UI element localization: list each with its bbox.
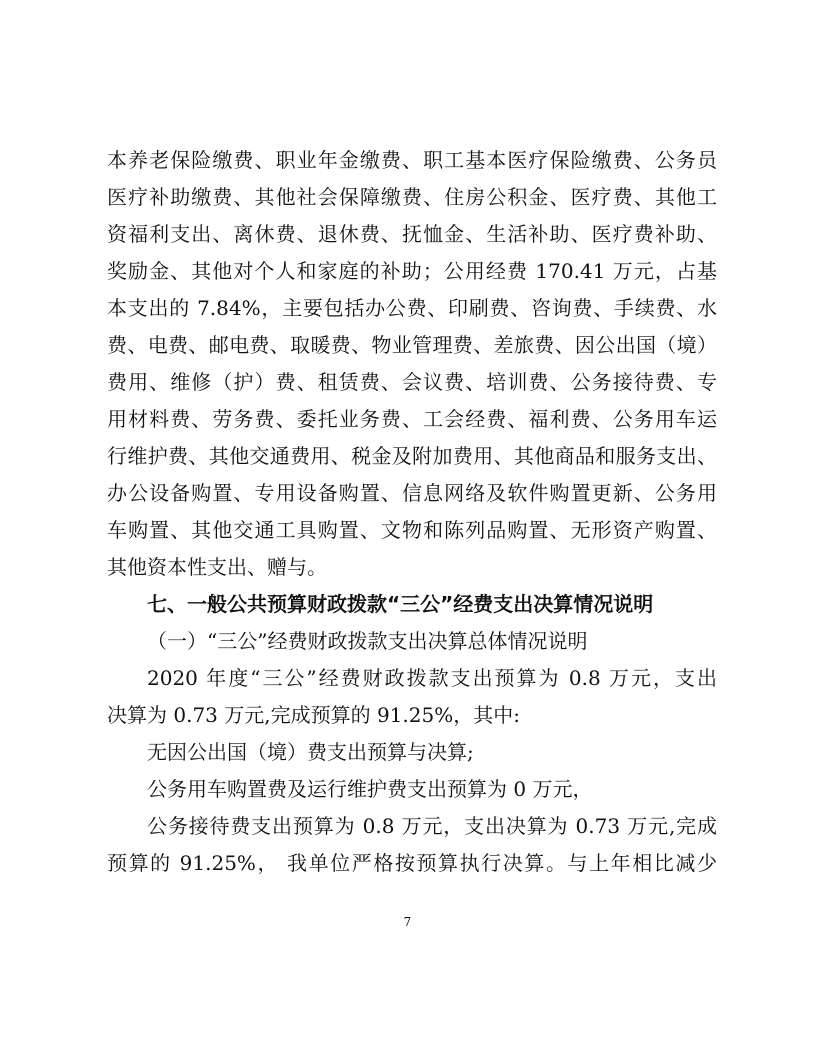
body-line-4: 奖励金、其他对个人和家庭的补助；公用经费 170.41 万元，占基 xyxy=(107,259,717,283)
body-line-11: 车购置、其他交通工具购置、文物和陈列品购置、无形资产购置、 xyxy=(107,518,717,542)
paragraph-1-line-2: 决算为 0.73 万元,完成预算的 91.25%，其中: xyxy=(107,703,520,727)
section-heading: 七、一般公共预算财政拨款“三公”经费支出决算情况说明 xyxy=(147,592,654,616)
body-line-1: 本养老保险缴费、职业年金缴费、职工基本医疗保险缴费、公务员 xyxy=(107,148,717,172)
body-line-7: 费用、维修（护）费、租赁费、会议费、培训费、公务接待费、专 xyxy=(107,370,717,394)
paragraph-2: 无因公出国（境）费支出预算与决算; xyxy=(147,740,474,764)
paragraph-4-line-2: 预算的 91.25%， 我单位严格按预算执行决算。与上年相比减少 xyxy=(107,851,717,875)
body-line-10: 办公设备购置、专用设备购置、信息网络及软件购置更新、公务用 xyxy=(107,481,717,505)
paragraph-1-line-1: 2020 年度“三公”经费财政拨款支出预算为 0.8 万元，支出 xyxy=(147,666,717,690)
paragraph-4-line-1: 公务接待费支出预算为 0.8 万元，支出决算为 0.73 万元,完成 xyxy=(147,814,717,838)
page-number: 7 xyxy=(403,915,412,929)
subsection-heading: （一）“三公”经费财政拨款支出决算总体情况说明 xyxy=(147,629,588,653)
body-line-3: 资福利支出、离休费、退休费、抚恤金、生活补助、医疗费补助、 xyxy=(107,222,717,246)
body-line-8: 用材料费、劳务费、委托业务费、工会经费、福利费、公务用车运 xyxy=(107,407,717,431)
body-line-2: 医疗补助缴费、其他社会保障缴费、住房公积金、医疗费、其他工 xyxy=(107,185,717,209)
body-line-12: 其他资本性支出、赠与。 xyxy=(107,555,327,579)
body-line-6: 费、电费、邮电费、取暖费、物业管理费、差旅费、因公出国（境） xyxy=(107,333,717,357)
paragraph-3: 公务用车购置费及运行维护费支出预算为 0 万元， xyxy=(147,777,593,801)
body-line-9: 行维护费、其他交通费用、税金及附加费用、其他商品和服务支出、 xyxy=(107,444,717,468)
body-line-5: 本支出的 7.84%，主要包括办公费、印刷费、咨询费、手续费、水 xyxy=(107,296,717,320)
